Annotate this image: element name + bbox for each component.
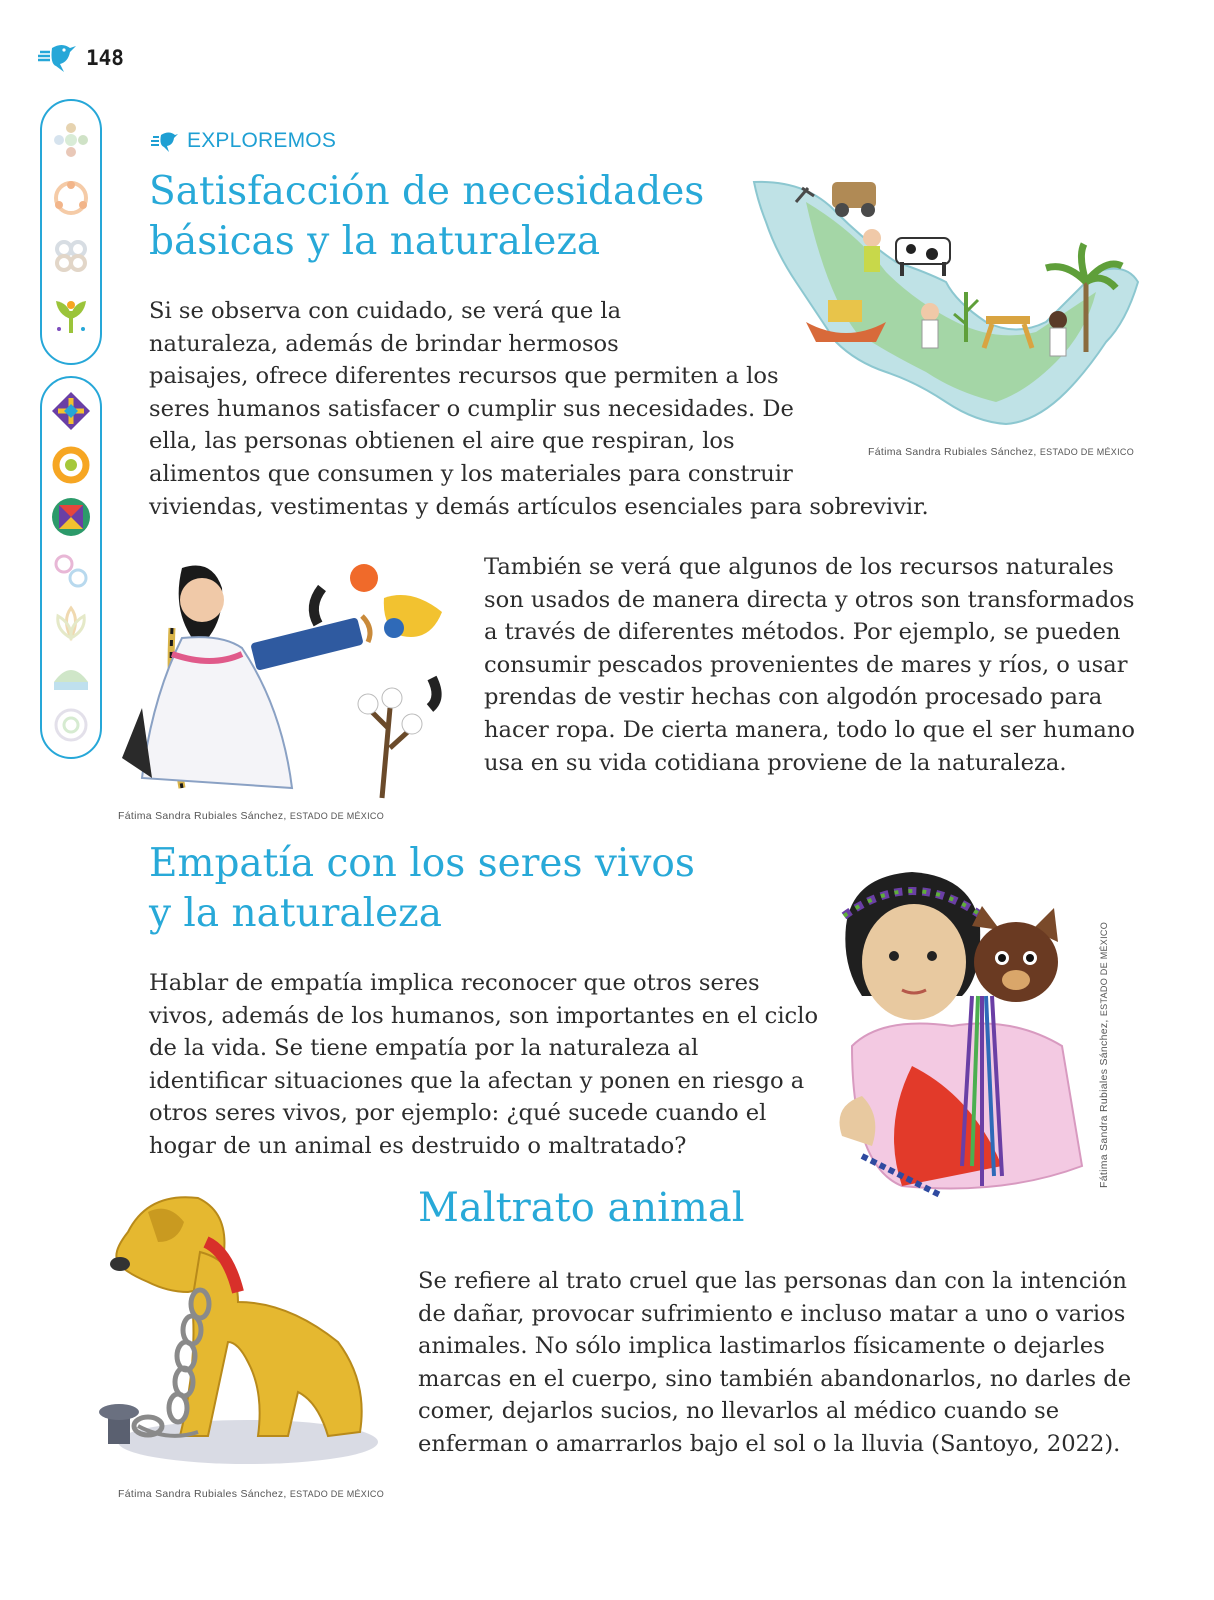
- links-icon: [50, 550, 92, 592]
- credit-dog: Fátima Sandra Rubiales Sánchez, ESTADO DE MÉXICO: [118, 1488, 385, 1500]
- credit-weaver: Fátima Sandra Rubiales Sánchez, ESTADO DE MÉXICO: [118, 810, 385, 822]
- title-necesidades: [149, 167, 749, 267]
- lotus-icon: [50, 602, 92, 644]
- paragraph-empatia: Hablar de empatía implica reconocer que otros seres vivos, además de los humanos, son importantes en el ciclo de la vida. Se tiene empatía por la naturaleza al identificar situaciones que la afectan y ponen en riesgo a otros seres vivos, por ejemplo: ¿qué sucede cuando el hogar de un animal es destruido o maltratado?: [149, 970, 819, 1159]
- title-line-1: Empatía con los seres vivos: [149, 841, 695, 886]
- sidebar-upper-group: [40, 99, 102, 365]
- credit-girl: Fátima Sandra Rubiales Sánchez, ESTADO DE MÉXICO: [1098, 921, 1110, 1188]
- community-icon: [50, 235, 92, 277]
- landscape-icon: [50, 654, 92, 696]
- section-tag: [149, 127, 336, 155]
- paragraph-maltrato: Se refiere al trato cruel que las personas dan con la intención de dañar, provocar sufrimiento e incluso matar a uno o varios animales. No sólo implica lastimarlos físicamente o dejarles marcas en el cuerpo, sino también abandonarlos, no darles de comer, dejarlos sucios, no llevarlos al médico cuando se enferman o amarrarlos bajo el sol o la lluvia (Santoyo, 2022).: [418, 1268, 1132, 1457]
- growth-sprout-icon: [50, 295, 92, 337]
- hummingbird-icon: [149, 129, 179, 153]
- people-circle-icon: [50, 177, 92, 219]
- page-number: 148: [86, 46, 124, 70]
- paragraph-recursos: También se verá que algunos de los recursos naturales son usados de manera directa y otros son transformados a través de diferentes métodos. Por ejemplo, se pueden consumir pescados provenientes de mares y ríos, o usar prendas de vestir hechas con algodón procesado para hacer ropa. De cierta manera, todo lo que el ser humano usa en su vida cotidiana proviene de la naturaleza.: [484, 554, 1136, 776]
- circle-eye-icon: [50, 704, 92, 746]
- nature-leaf-icon: [50, 119, 92, 161]
- mexico-map-illustration: [746, 172, 1146, 442]
- sidebar-lower-group: [40, 376, 102, 759]
- title-line-1: Satisfacción de necesidades: [149, 169, 705, 214]
- title-line-2: y la naturaleza: [149, 891, 442, 936]
- weaver-woman-illustration: [112, 558, 464, 806]
- credit-map: Fátima Sandra Rubiales Sánchez, ESTADO DE MÉXICO: [868, 446, 1135, 458]
- diamond-cross-icon: [50, 390, 92, 432]
- paragraph-necesidades: Si se observa con cuidado, se verá que la naturaleza, además de brindar hermosos paisajes, ofrece diferentes recursos que permiten a los seres humanos satisfacer o cumplir sus necesidades. De ella, las personas obtienen el aire que respiran, los alimentos que consumen y los materiales para construir viviendas, vestimentas y demás artículos esenciales para sobrevivir.: [149, 298, 929, 520]
- hourglass-square-icon: [50, 496, 92, 538]
- title-empatia: [149, 839, 789, 939]
- ring-icon: [50, 444, 92, 486]
- hummingbird-logo-icon: [34, 40, 78, 74]
- chained-dog-illustration: [88, 1192, 392, 1482]
- title-line-2: básicas y la naturaleza: [149, 219, 601, 264]
- title-maltrato: Maltrato animal: [418, 1185, 745, 1231]
- section-tag-label: EXPLOREMOS: [187, 129, 337, 152]
